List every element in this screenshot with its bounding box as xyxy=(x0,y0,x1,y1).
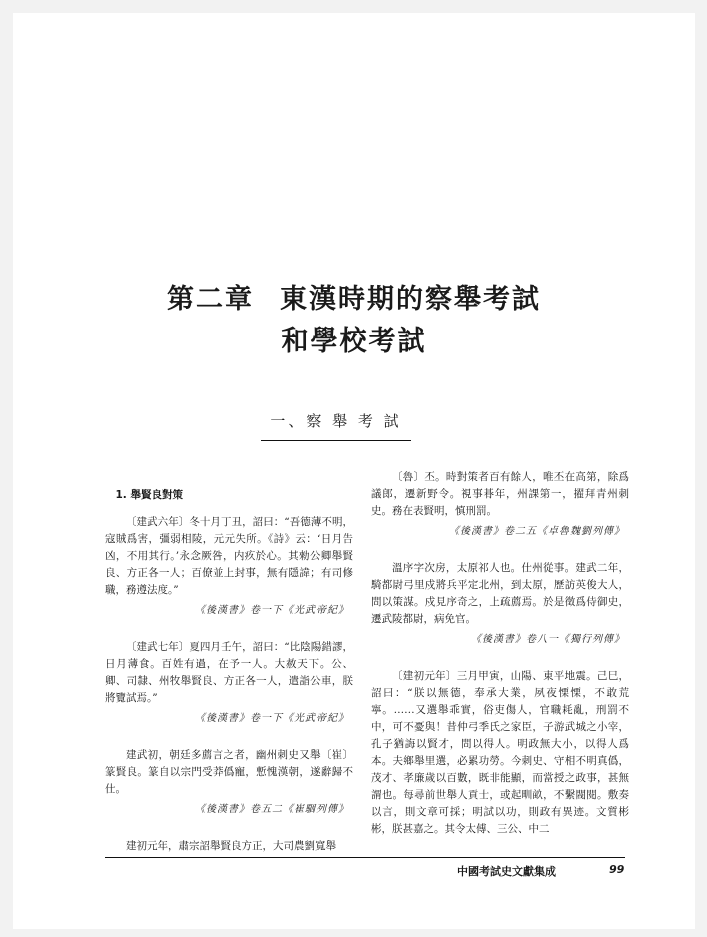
section-underline xyxy=(261,440,411,441)
right-column xyxy=(371,469,629,838)
page-number: 99 xyxy=(609,863,625,876)
chapter-title-line-1 xyxy=(13,283,695,317)
paragraph: 〔建武七年〕夏四月壬午，詔曰：“比陰陽錯謬，日月薄食。百姓有過，在予一人。大赦天下。公、卿、司隸、州牧舉賢良、方正各一人，遣詣公車，朕將覽試焉。” xyxy=(105,641,353,704)
chapter-title-text: 東漢時期的察舉考試 xyxy=(280,284,541,315)
document-page xyxy=(13,13,695,929)
section-title: 一、察 舉 考 試 xyxy=(270,412,402,430)
subsection-heading: 1. 舉賢良對策 xyxy=(115,489,183,501)
left-column xyxy=(105,487,353,855)
paragraph: 〔建初元年〕三月甲寅，山陽、東平地震。己巳，詔曰：“朕以無德，奉承大業，夙夜慄慄，不敢荒寧。……又選舉乖實，俗吏傷人，官職耗亂，刑罰不中，可不憂與！昔仲弓季氏之家臣，子游武城之小宰，孔子猶誨以賢才，問以得人。明政無大小，以得人爲本。夫鄉舉里選，必累功勞。今刺史、守相不明真僞，茂才、孝廉歲以百數，既非能顯，而當授之政事，甚無謂也。每尋前世舉人貢士，或起甽畝，不繫閥閱。敷奏以言，則文章可採；明試以功，則政有異迹。文質彬彬，朕甚嘉之。其令太傅、三公、中二 xyxy=(371,670,629,835)
citation: 《後漢書》卷一下《光武帝紀》 xyxy=(195,713,349,724)
paragraph: 〔建武六年〕冬十月丁丑，詔曰：“吾德薄不明，寇賊爲害，彊弱相陵，元元失所。《詩》云：‘日月告凶，不用其行。’永念厥咎，内疚於心。其勑公卿舉賢良、方正各一人；百僚並上封事，無有隱諱；有司修職，務遵法度。” xyxy=(105,516,353,596)
citation: 《後漢書》卷一下《光武帝紀》 xyxy=(195,605,349,616)
paragraph: 建武初，朝廷多薦言之者，幽州刺史又舉〔崔〕篆賢良。篆自以宗門受莽僞寵，慙愧漢朝，遂辭歸不仕。 xyxy=(105,749,353,795)
citation: 《後漢書》卷八一《獨行列傳》 xyxy=(471,634,625,645)
chapter-label: 第二章 xyxy=(167,284,254,315)
chapter-title-line-2: 和學校考試 xyxy=(281,326,427,357)
paragraph: 〔魯〕丕。時對策者百有餘人，唯丕在高第，除爲議郎，遷新野令。視事朞年，州課第一，擢拜青州刺史。務在表賢明，慎刑罰。 xyxy=(371,471,629,517)
footer-book-title: 中國考試史文獻集成 xyxy=(457,865,556,878)
paragraph: 溫序字次房，太原祁人也。仕州從事。建武二年，騎都尉弓里戍將兵平定北州，到太原，歷訪英俊大人，問以策謀。戍見序奇之，上疏薦焉。於是徵爲侍御史，遷武陵都尉，病免官。 xyxy=(371,562,629,625)
citation: 《後漢書》卷五二《崔駰列傳》 xyxy=(195,804,349,815)
paragraph: 建初元年，肅宗詔舉賢良方正，大司農劉寬舉 xyxy=(126,840,336,852)
footer-rule xyxy=(105,857,625,858)
citation: 《後漢書》卷二五《卓魯魏劉列傳》 xyxy=(449,526,625,537)
